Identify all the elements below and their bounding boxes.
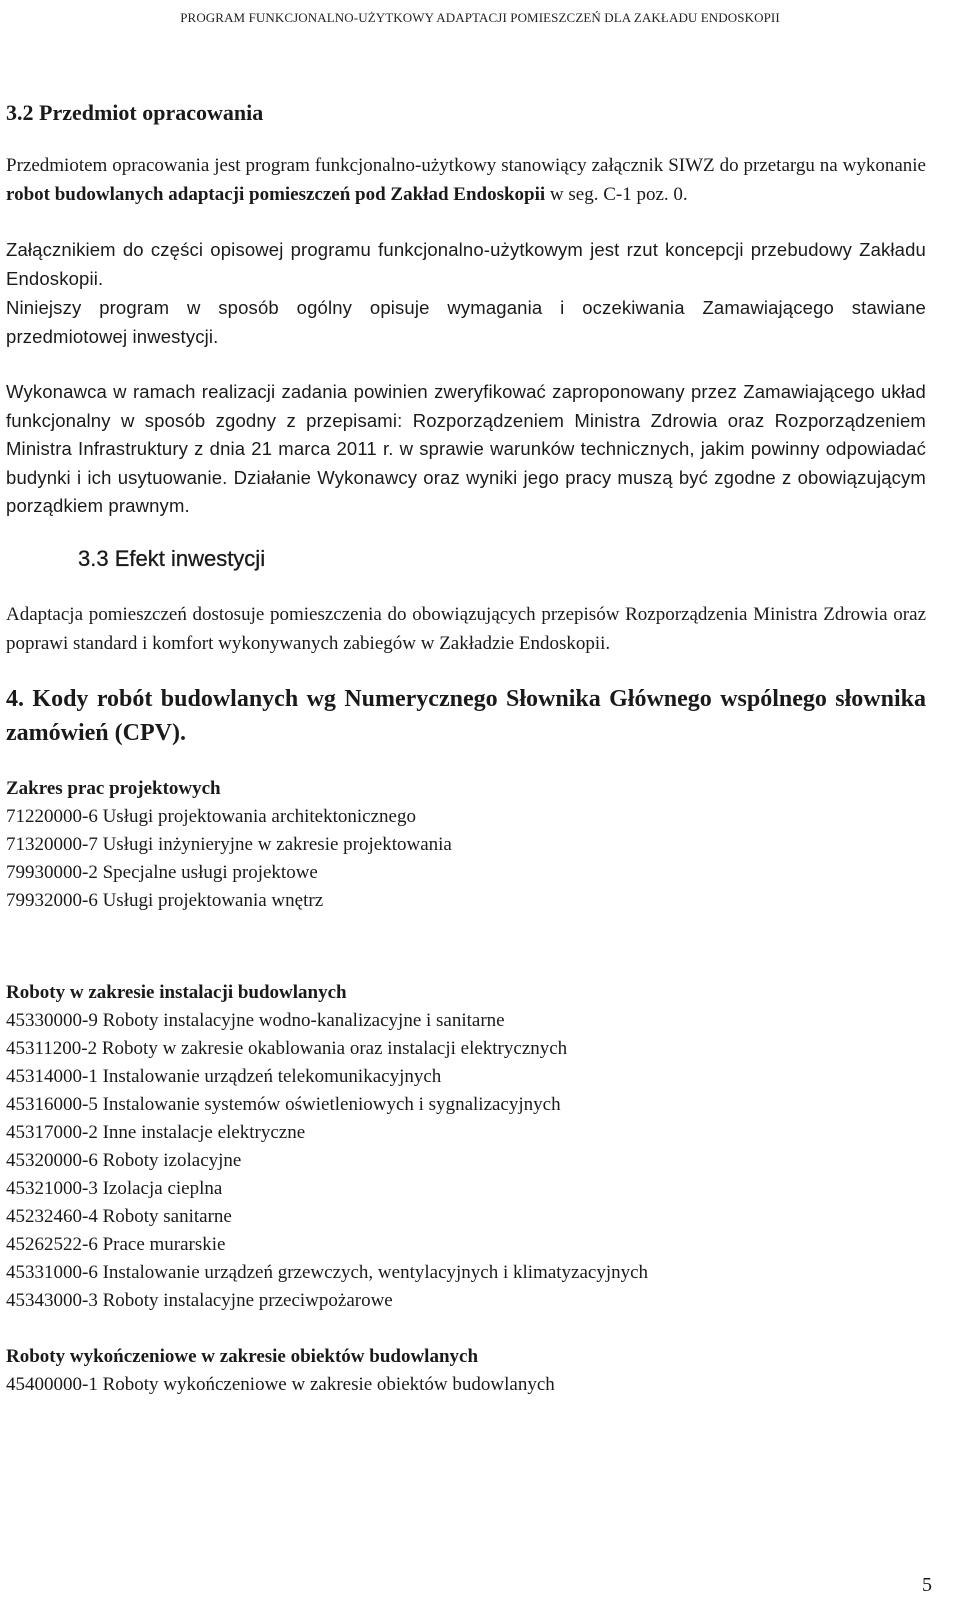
cpv-list [6, 1371, 926, 1399]
running-header: PROGRAM FUNKCJONALNO-UŻYTKOWY ADAPTACJI POMIESZCZEŃ DLA ZAKŁADU ENDOSKOPII [180, 10, 780, 25]
cpv-item: 45330000-9 Roboty instalacyjne wodno-kanalizacyjne i sanitarne [6, 1009, 505, 1031]
section-3-3-heading [6, 544, 926, 574]
cpv-group-title: Roboty w zakresie instalacji budowlanych [6, 981, 347, 1003]
cpv-item: 45317000-2 Inne instalacje elektryczne [6, 1121, 306, 1143]
cpv-item: 71220000-6 Usługi projektowania architektonicznego [6, 805, 416, 827]
page-content [6, 98, 926, 1399]
section-3-2-heading: 3.2 Przedmiot opracowania [6, 100, 264, 125]
paragraph-text: Przedmiotem opracowania jest program funkcjonalno-użytkowy stanowiący załącznik SIWZ do przetargu na wykonanie [6, 155, 926, 176]
cpv-list [6, 1007, 926, 1315]
cpv-item: 71320000-7 Usługi inżynieryjne w zakresie projektowania [6, 833, 452, 855]
cpv-item: 45314000-1 Instalowanie urządzeń telekomunikacyjnych [6, 1065, 442, 1087]
cpv-item: 79930000-2 Specjalne usługi projektowe [6, 861, 318, 883]
cpv-item: 45400000-1 Roboty wykończeniowe w zakresie obiektów budowlanych [6, 1373, 555, 1395]
cpv-item: 45316000-5 Instalowanie systemów oświetleniowych i sygnalizacyjnych [6, 1093, 561, 1115]
cpv-item: 45343000-3 Roboty instalacyjne przeciwpożarowe [6, 1289, 393, 1311]
cpv-item: 45331000-6 Instalowanie urządzeń grzewczych, wentylacyjnych i klimatyzacyjnych [6, 1261, 649, 1283]
cpv-item: 45321000-3 Izolacja cieplna [6, 1177, 223, 1199]
section-3-2-paragraph-2: Załącznikiem do części opisowej programu funkcjonalno-użytkowym jest rzut koncepcji przebudowy Zakładu Endoskopii. [6, 239, 926, 289]
bold-phrase: robot budowlanych adaptacji pomieszczeń pod Zakład Endoskopii [6, 184, 546, 205]
cpv-group-title: Roboty wykończeniowe w zakresie obiektów budowlanych [6, 1345, 479, 1367]
cpv-group-finishing [6, 1343, 926, 1399]
section-3-3-paragraph: Adaptacja pomieszczeń dostosuje pomieszczenia do obowiązujących przepisów Rozporządzenia Ministra Zdrowia oraz poprawi standard i komfort wykonywanych zabiegów w Zakładzie Endoskopii. [6, 603, 926, 654]
section-3-2-paragraph-3: Niniejszy program w sposób ogólny opisuje wymagania i oczekiwania Zamawiającego stawiane przedmiotowej inwestycji. [6, 297, 926, 347]
section-3-2-paragraph-4: Wykonawca w ramach realizacji zadania powinien zweryfikować zaproponowany przez Zamawiającego układ funkcjonalny w sposób zgodny z przepisami: Rozporządzeniem Ministra Zdrowia oraz Rozporządzeniem Ministra Infrastruktury z dnia 21 marca 2011 r. w sprawie warunków technicznych, jakim powinny odpowiadać budynki i ich usytuowanie. Działanie Wykonawcy oraz wyniki jego pracy muszą być zgodne z obowiązującym porządkiem prawnym. [6, 381, 926, 516]
cpv-group-design [6, 775, 926, 915]
cpv-item: 45311200-2 Roboty w zakresie okablowania oraz instalacji elektrycznych [6, 1037, 568, 1059]
section-4-heading: 4. Kody robót budowlanych wg Numerycznego Słownika Głównego wspólnego słownika zamówień (CPV). [6, 685, 926, 746]
cpv-group-installations [6, 979, 926, 1315]
cpv-list [6, 803, 926, 915]
cpv-item: 79932000-6 Usługi projektowania wnętrz [6, 889, 324, 911]
cpv-item: 45320000-6 Roboty izolacyjne [6, 1149, 242, 1171]
page-number: 5 [922, 1574, 932, 1596]
cpv-item: 45232460-4 Roboty sanitarne [6, 1205, 232, 1227]
section-title: Efekt inwestycji [108, 545, 266, 571]
paragraph-text: w seg. C-1 poz. 0. [545, 184, 688, 205]
cpv-group-title: Zakres prac projektowych [6, 777, 221, 799]
section-number: 3.3 [78, 545, 109, 571]
cpv-item: 45262522-6 Prace murarskie [6, 1233, 226, 1255]
section-3-2-paragraph-1 [6, 151, 926, 209]
